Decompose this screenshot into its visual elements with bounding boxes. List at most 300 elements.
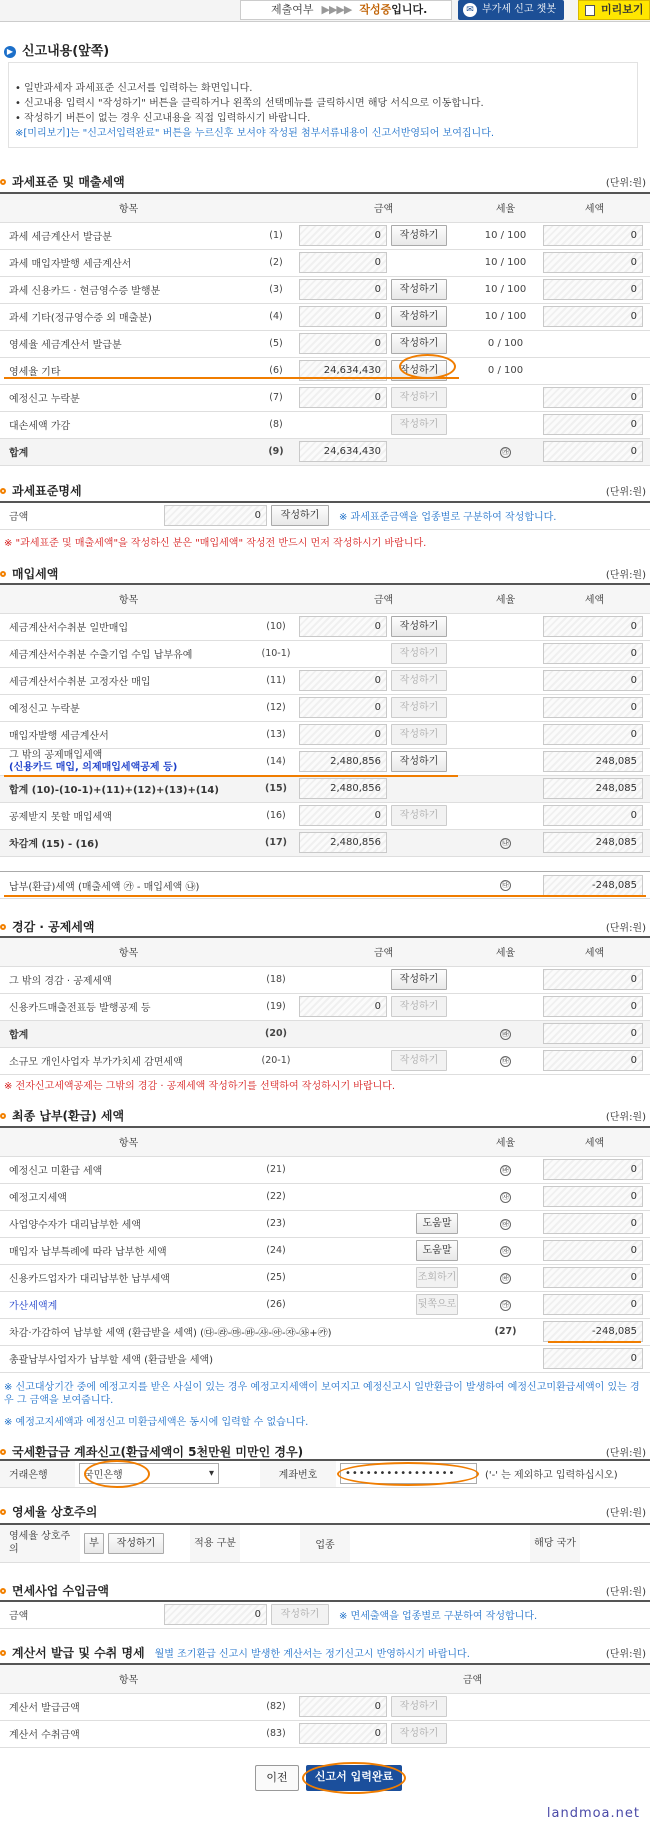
table-row [0, 829, 650, 856]
zero-table [0, 1523, 650, 1563]
row-number: (25) [257, 1264, 295, 1291]
arrow-icon: ▶ [4, 46, 16, 58]
exempt-table [0, 1600, 650, 1629]
tax-field[interactable]: 0 [543, 616, 643, 637]
row-label-text: 가산세액계 [9, 1301, 58, 1312]
table-row [0, 222, 650, 249]
table-row [0, 993, 650, 1020]
table-row [0, 411, 650, 438]
row-number: (8) [257, 411, 295, 438]
unit-label: (단위:원) [605, 570, 646, 581]
deduction-warning: ※ 전자신고세액공제는 그밖의 경감 · 공제세액 작성하기를 선택하여 작성하시기 바랍니다. [4, 1081, 396, 1092]
row-number: (20) [257, 1020, 295, 1047]
rate-mark: ㉸ [502, 1300, 509, 1309]
row-label [0, 384, 257, 411]
tax-field[interactable]: 0 [543, 252, 643, 273]
row-number: (16) [257, 802, 295, 829]
row-number: (26) [257, 1291, 295, 1318]
row-label-text: 영세율 세금계산서 발급분 [9, 340, 122, 351]
row-label-text: 세금계산서수취분 고정자산 매입 [9, 677, 151, 688]
table-row [0, 802, 650, 829]
row-number: (19) [257, 993, 295, 1020]
write-button[interactable]: 작성하기 [391, 996, 447, 1017]
tax-field[interactable]: 0 [543, 697, 643, 718]
row-label [0, 966, 257, 993]
page-title: ▶ 신고내용(앞쪽) [4, 40, 109, 59]
chevron-down-icon: ▾ [208, 1468, 214, 1480]
row-number: (24) [257, 1237, 295, 1264]
table-row [0, 613, 650, 640]
row-number: (21) [257, 1156, 295, 1183]
section-title-purchase: 매입세액 [0, 565, 58, 582]
notice-line: ※[미리보기]는 "신고서입력완료" 버튼을 누르신후 보셔야 작성된 첨부서류내용이 신고서반영되어 보여집니다. [15, 128, 495, 139]
status-prefix: 제출여부 [271, 3, 314, 16]
row-number: (7) [257, 384, 295, 411]
unit-label: (단위:원) [605, 1448, 646, 1459]
write-button[interactable]: 작성하기 [391, 360, 447, 381]
table-row [0, 1693, 650, 1720]
row-label-text: 공제받지 못할 매입세액 [9, 812, 112, 823]
row-rate [472, 694, 539, 721]
col-tax: 세액 [539, 584, 650, 613]
tax-field[interactable]: 0 [543, 670, 643, 691]
annotation-oval [84, 1460, 150, 1488]
row-label [0, 1264, 257, 1291]
rate-mark: ㉶ [502, 1246, 509, 1255]
row-number: (5) [257, 330, 295, 357]
unit-label: (단위:원) [605, 178, 646, 189]
row-number: (13) [257, 721, 295, 748]
col-item: 항목 [0, 1664, 257, 1693]
row-label [0, 667, 257, 694]
status-value: 작성중 [359, 3, 392, 16]
row-rate: 10 / 100 [472, 249, 539, 276]
amount-field[interactable]: 0 [299, 616, 387, 637]
row-label [0, 1720, 257, 1747]
submit-button[interactable]: 신고서 입력완료 [306, 1765, 402, 1791]
tax-field[interactable]: 0 [543, 1186, 643, 1207]
unit-label: (단위:원) [605, 923, 646, 934]
amount-field[interactable]: 0 [299, 1723, 387, 1744]
row-label [0, 1693, 257, 1720]
row-sub-label: (신용카드 매입, 의제매입세액공제 등) [9, 761, 178, 773]
base-write-button[interactable]: 작성하기 [271, 505, 329, 526]
row-rate: 0 / 100 [472, 357, 539, 384]
tax-field[interactable]: 0 [543, 414, 643, 435]
amount-field[interactable]: 0 [299, 724, 387, 745]
tax-field[interactable]: 0 [543, 306, 643, 327]
unit-label: (단위:원) [605, 1649, 646, 1660]
row-rate: 10 / 100 [472, 276, 539, 303]
table-row [0, 1291, 650, 1318]
zero-write-button[interactable]: 작성하기 [108, 1533, 164, 1554]
row-label-text: 대손세액 가감 [9, 421, 71, 432]
row-label-text: 매입자발행 세금계산서 [9, 731, 109, 742]
tax-field[interactable]: 0 [543, 1159, 643, 1180]
row-label-text: 세금계산서수취분 수출기업 수입 납부유예 [9, 650, 193, 661]
col-rate: 세율 [472, 937, 539, 966]
tax-field[interactable]: 0 [543, 1213, 643, 1234]
table-row [0, 721, 650, 748]
write-button[interactable]: 작성하기 [391, 643, 447, 664]
section-title-exempt: 면세사업 수입금액 [0, 1582, 109, 1599]
annotation-line [4, 775, 458, 777]
row-number: (17) [257, 829, 295, 856]
row-number: (4) [257, 303, 295, 330]
row-label-text: 그 밖의 경감 · 공제세액 [9, 976, 112, 987]
row-rate: 0 / 100 [472, 330, 539, 357]
amount-field[interactable]: 24,634,430 [299, 360, 387, 381]
prev-button[interactable]: 이전 [255, 1765, 299, 1791]
preview-button[interactable] [578, 0, 650, 20]
tax-field[interactable]: 0 [543, 724, 643, 745]
tax-field[interactable]: 248,085 [543, 751, 643, 772]
row-action-button[interactable]: 뒷쪽으로 [416, 1294, 458, 1315]
watermark: landmoa.net [546, 1806, 640, 1821]
sales-table [0, 192, 650, 466]
row-label [0, 775, 257, 802]
document-icon [585, 5, 595, 16]
write-button[interactable]: 작성하기 [391, 670, 447, 691]
tax-field[interactable]: 0 [543, 969, 643, 990]
tax-field[interactable]: 0 [543, 387, 643, 408]
row-label-text: 매입자 납부특례에 따라 납부한 세액 [9, 1247, 167, 1258]
row-rate [472, 1210, 539, 1237]
row-number: (10-1) [257, 640, 295, 667]
table-row [0, 1210, 650, 1237]
purchase-table [0, 583, 650, 857]
aggregate-tax-field: 0 [543, 1348, 643, 1369]
section-title-refund: 국세환급금 계좌신고(환급세액이 5천만원 미만인 경우) [0, 1443, 303, 1460]
row-label-text: 사업양수자가 대리납부한 세액 [9, 1220, 141, 1231]
amount-field[interactable]: 0 [299, 306, 387, 327]
col-item: 항목 [0, 937, 257, 966]
section-title-deduction: 경감 · 공제세액 [0, 918, 94, 935]
row-label-text: 차감계 (15) - (16) [9, 839, 99, 850]
status-suffix: 입니다. [391, 3, 428, 16]
row-action-button[interactable]: 조회하기 [416, 1267, 458, 1288]
row-rate [472, 1020, 539, 1047]
bank-label: 거래은행 [0, 1460, 75, 1487]
row-label [0, 303, 257, 330]
row-label-text: 신용카드매출전표등 발행공제 등 [9, 1003, 151, 1014]
row-label-text: 예정고지세액 [9, 1193, 67, 1204]
invoice-table [0, 1663, 650, 1748]
table-row [0, 438, 650, 465]
annotation-oval [337, 1462, 479, 1486]
row-label [0, 748, 257, 775]
industry-label: 업종 [300, 1524, 350, 1562]
exempt-amount-field[interactable]: 0 [164, 1604, 267, 1625]
row-label-text: 영세율 기타 [9, 367, 61, 378]
col-tax: 세액 [539, 1127, 650, 1156]
row-label [0, 640, 257, 667]
write-button[interactable]: 작성하기 [391, 1050, 447, 1071]
write-button[interactable]: 작성하기 [391, 414, 447, 435]
aggregate-label: 총괄납부사업자가 납부할 세액 (환급받을 세액) [0, 1345, 539, 1372]
amount-field[interactable]: 0 [299, 697, 387, 718]
account-hint: ('-' 는 제외하고 입력하십시오) [485, 1470, 618, 1482]
write-button[interactable]: 작성하기 [391, 1723, 447, 1744]
row-rate [472, 613, 539, 640]
tax-field[interactable]: 0 [543, 1023, 643, 1044]
rate-mark: ㉲ [502, 1056, 509, 1065]
table-row [0, 1047, 650, 1074]
submission-status [240, 0, 452, 20]
row-rate [472, 1183, 539, 1210]
bank-value: 국민은행 [84, 1470, 123, 1482]
row-rate [472, 993, 539, 1020]
amount-field[interactable]: 2,480,856 [299, 832, 387, 853]
unit-label: (단위:원) [605, 487, 646, 498]
row-label-text: 그 밖의 공제매입세액 [9, 749, 103, 761]
row-label [0, 276, 257, 303]
row-label-text: 계산서 발급금액 [9, 1703, 80, 1714]
write-button[interactable]: 작성하기 [391, 333, 447, 354]
row-number: (23) [257, 1210, 295, 1237]
write-button[interactable]: 작성하기 [391, 387, 447, 408]
tax-field[interactable]: 0 [543, 279, 643, 300]
write-button[interactable]: 작성하기 [391, 724, 447, 745]
notice-line: • 일반과세자 과세표준 신고서를 입력하는 화면입니다. [15, 83, 253, 94]
table-row [0, 667, 650, 694]
col-amount: 금액 [295, 937, 472, 966]
section-title-base: 과세표준명세 [0, 482, 82, 499]
annotation-oval [302, 1762, 406, 1794]
row-number: (20-1) [257, 1047, 295, 1074]
unit-label: (단위:원) [605, 1587, 646, 1598]
annotation-line [548, 1341, 641, 1343]
payable-mark: ㉰ [502, 881, 509, 889]
row-label-text: 과세 매입자발행 세금계산서 [9, 259, 132, 270]
tax-field[interactable]: 248,085 [543, 832, 643, 853]
annotation-line [4, 377, 459, 379]
row-label [0, 1237, 257, 1264]
base-table [0, 501, 650, 530]
row-label [0, 222, 257, 249]
row-number: (27) [472, 1318, 539, 1345]
annotation-oval [399, 354, 456, 379]
row-number: (14) [257, 748, 295, 775]
amount-field[interactable]: 2,480,856 [299, 751, 387, 772]
row-rate: 10 / 100 [472, 222, 539, 249]
payable-label: 납부(환급)세액 (매출세액 ㉮ - 매입세액 ㉯) [0, 872, 472, 899]
account-label: 계좌번호 [260, 1460, 336, 1487]
row-label [0, 357, 257, 384]
tax-field[interactable]: 248,085 [543, 778, 643, 799]
deduction-table [0, 936, 650, 1075]
row-label [0, 802, 257, 829]
final-note-1: ※ 신고대상기간 중에 예정고지를 받은 사실이 있는 경우 예정고지세액이 보여지고 예정신고시 일반환급이 발생하여 예정신고미환급세액이 있는 경우 그 금액을 보여줍니다. [4, 1382, 640, 1406]
table-row [0, 1264, 650, 1291]
total-tax-field: -248,085 [543, 1321, 643, 1342]
exempt-amount-label: 금액 [0, 1601, 160, 1628]
row-label [0, 1020, 257, 1047]
rate-mark: ㉷ [502, 1273, 509, 1282]
write-button[interactable]: 작성하기 [391, 1696, 447, 1717]
preview-label: 미리보기 [601, 3, 644, 16]
write-button[interactable]: 작성하기 [391, 697, 447, 718]
notice-line: • 작성하기 버튼이 없는 경우 신고내용을 직접 입력하시기 바랍니다. [15, 113, 311, 124]
amount-field[interactable]: 0 [299, 1696, 387, 1717]
row-rate [472, 1264, 539, 1291]
row-rate [472, 667, 539, 694]
chatbot-button[interactable] [458, 0, 564, 20]
zero-answer[interactable]: 부 [84, 1533, 104, 1554]
row-rate [472, 775, 539, 802]
exempt-note: ※ 면세출액을 업종별로 구분하여 작성합니다. [339, 1611, 538, 1623]
row-label [0, 613, 257, 640]
table-row [0, 694, 650, 721]
tax-field[interactable]: 0 [543, 225, 643, 246]
tax-field[interactable]: 0 [543, 643, 643, 664]
row-rate [472, 1156, 539, 1183]
row-number: (12) [257, 694, 295, 721]
row-label [0, 411, 257, 438]
row-rate [472, 411, 539, 438]
row-rate [472, 802, 539, 829]
row-rate [472, 966, 539, 993]
row-label [0, 993, 257, 1020]
table-row [0, 748, 650, 775]
rate-mark: ㉵ [502, 1219, 509, 1228]
tax-field[interactable]: 0 [543, 441, 643, 462]
row-rate [472, 748, 539, 775]
table-row [0, 249, 650, 276]
row-label-text: 예정신고 미환급 세액 [9, 1166, 103, 1177]
col-amount: 금액 [295, 1664, 650, 1693]
table-row [0, 1183, 650, 1210]
write-button[interactable]: 작성하기 [391, 225, 447, 246]
row-rate: 10 / 100 [472, 303, 539, 330]
row-number: (1) [257, 222, 295, 249]
write-button[interactable]: 작성하기 [391, 279, 447, 300]
row-label-text: 과세 기타(정규영수증 외 매출분) [9, 313, 152, 324]
country-label: 해당 국가 [530, 1524, 580, 1562]
row-label [0, 829, 257, 856]
write-button[interactable]: 작성하기 [391, 306, 447, 327]
amount-field[interactable]: 0 [299, 225, 387, 246]
account-input[interactable]: •••••••••••••••• [340, 1463, 477, 1484]
row-number: (10) [257, 613, 295, 640]
table-row [0, 1020, 650, 1047]
row-rate [472, 829, 539, 856]
amount-field[interactable]: 0 [299, 670, 387, 691]
section-title-zero: 영세율 상호주의 [0, 1503, 97, 1520]
row-rate [472, 438, 539, 465]
table-row [0, 1237, 650, 1264]
amount-field[interactable]: 0 [299, 387, 387, 408]
write-button[interactable]: 작성하기 [391, 805, 447, 826]
col-rate: 세율 [472, 193, 539, 222]
invoice-sub: 월별 조기환급 신고시 발생한 계산서는 정기신고시 반영하시기 바랍니다. [154, 1649, 470, 1660]
row-action-button[interactable]: 도움말 [416, 1240, 458, 1261]
row-label [0, 1291, 257, 1318]
row-number: (18) [257, 966, 295, 993]
amount-field[interactable]: 0 [299, 252, 387, 273]
base-amount-field[interactable]: 0 [164, 505, 267, 526]
col-item: 항목 [0, 193, 257, 222]
tax-field[interactable]: 0 [543, 805, 643, 826]
row-label-text: 과세 세금계산서 발급분 [9, 232, 112, 243]
base-warning: ※ "과세표준 및 매출세액"을 작성하신 분은 "매입세액" 작성전 반드시 먼저 작성하시기 바랍니다. [4, 538, 427, 549]
col-amount: 금액 [295, 584, 472, 613]
status-arrows: ▶▶▶▶ [321, 3, 352, 16]
row-rate [472, 721, 539, 748]
amount-field[interactable]: 2,480,856 [299, 778, 387, 799]
row-label-text: 신용카드업자가 대리납부한 납부세액 [9, 1274, 170, 1285]
write-button[interactable]: 작성하기 [391, 751, 447, 772]
col-amount: 금액 [295, 193, 472, 222]
row-label [0, 438, 257, 465]
tax-field[interactable]: 0 [543, 996, 643, 1017]
amount-field[interactable]: 0 [299, 333, 387, 354]
row-number: (11) [257, 667, 295, 694]
row-label [0, 330, 257, 357]
payable-tax-field: -248,085 [543, 875, 643, 896]
base-amount-label: 금액 [0, 502, 160, 529]
row-label-text: 세금계산서수취분 일반매입 [9, 623, 129, 634]
row-number: (83) [257, 1720, 295, 1747]
chatbot-label: 부가세 신고 챗봇 [482, 4, 556, 15]
table-row [0, 1345, 650, 1372]
amount-field[interactable]: 24,634,430 [299, 441, 387, 462]
unit-label: (단위:원) [605, 1508, 646, 1519]
row-number: (82) [257, 1693, 295, 1720]
rate-mark: ㉱ [502, 1029, 509, 1038]
tax-field[interactable]: 0 [543, 1294, 643, 1315]
tax-field[interactable]: 0 [543, 1240, 643, 1261]
row-number: (9) [257, 438, 295, 465]
tax-field[interactable]: 0 [543, 1267, 643, 1288]
table-row [0, 775, 650, 802]
col-item: 항목 [0, 1127, 257, 1156]
base-note: ※ 과세표준금액을 업종별로 구분하여 작성합니다. [339, 512, 557, 524]
write-button[interactable]: 작성하기 [391, 616, 447, 637]
exempt-write-button[interactable]: 작성하기 [271, 1604, 329, 1625]
row-number: (3) [257, 276, 295, 303]
notice-line: • 신고내용 입력시 "작성하기" 버튼을 클릭하거나 왼쪽의 선택메뉴를 클릭하시면 해당 서식으로 이동합니다. [15, 98, 484, 109]
apply-label: 적용 구분 [190, 1524, 240, 1562]
col-rate: 세율 [472, 584, 539, 613]
row-rate [472, 1291, 539, 1318]
row-label [0, 1047, 257, 1074]
annotation-line [4, 895, 646, 897]
table-row [0, 357, 650, 384]
row-number: (2) [257, 249, 295, 276]
section-title-invoice: 계산서 발급 및 수취 명세 월별 조기환급 신고시 발생한 계산서는 정기신고시 반영하시기 바랍니다. [0, 1644, 470, 1661]
amount-field[interactable]: 0 [299, 996, 387, 1017]
amount-field[interactable]: 0 [299, 805, 387, 826]
row-label-text: 합계 [9, 448, 29, 459]
table-row [0, 1720, 650, 1747]
row-label [0, 694, 257, 721]
col-item: 항목 [0, 584, 257, 613]
table-row [0, 966, 650, 993]
table-row [0, 384, 650, 411]
total-label: 차감·가감하여 납부할 세액 (환급받을 세액) (㉰-㉱-㉲-㉳-㉴-㉵-㉶-㉷+㉸) [0, 1318, 472, 1345]
rate-mark: ㉴ [502, 1192, 509, 1201]
amount-field[interactable]: 0 [299, 279, 387, 300]
row-action-button[interactable]: 도움말 [416, 1213, 458, 1234]
final-note-2: ※ 예정고지세액과 예정신고 미환급세액은 동시에 입력할 수 없습니다. [4, 1417, 309, 1428]
row-label-text: 계산서 수취금액 [9, 1730, 80, 1741]
table-row [0, 1156, 650, 1183]
write-button[interactable]: 작성하기 [391, 969, 447, 990]
unit-label: (단위:원) [605, 1112, 646, 1123]
col-tax: 세액 [539, 937, 650, 966]
tax-field[interactable]: 0 [543, 1050, 643, 1071]
